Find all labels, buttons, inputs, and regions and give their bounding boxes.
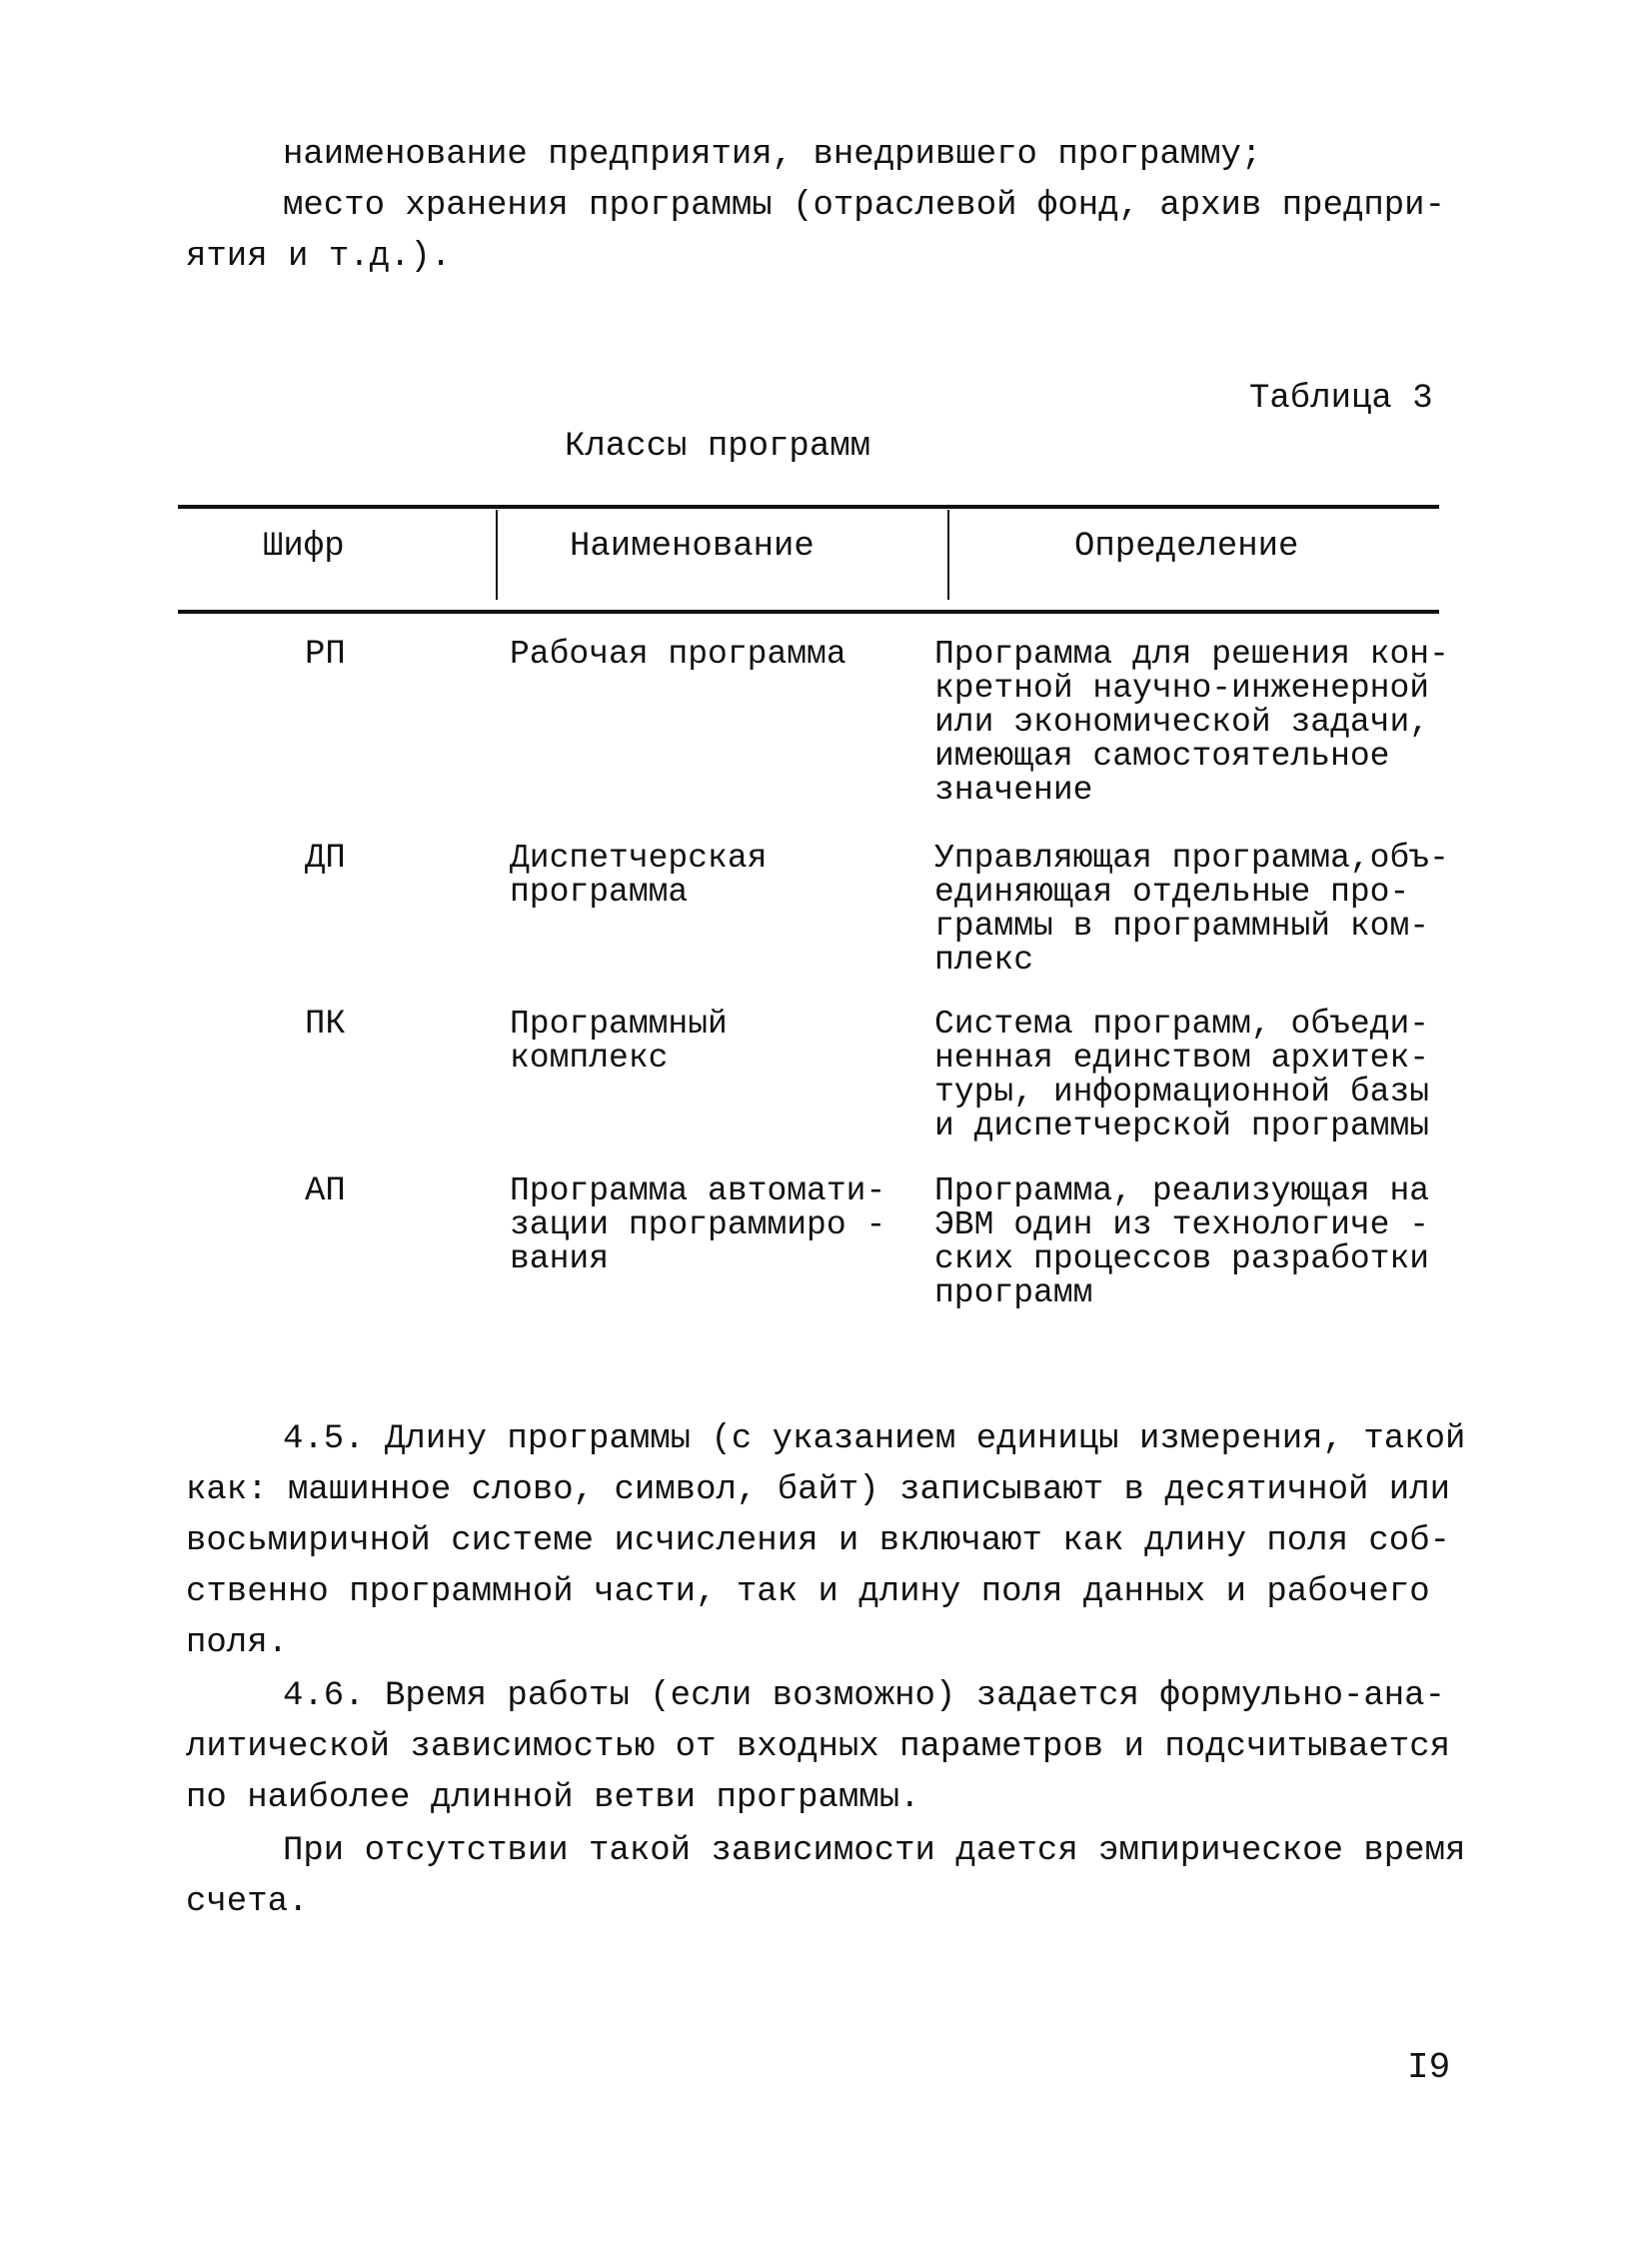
para-final-line-1: При отсутствии такой зависимости дается эмпирическое время [283,1832,1466,1870]
para-4-6-line-1: 4.6. Время работы (если возможно) задается формульно-ана- [283,1677,1445,1715]
para-4-5-line-1: 4.5. Длину программы (с указанием единицы измерения, такой [283,1420,1466,1458]
row-4-code: АП [305,1172,346,1210]
header-name: Наименование [570,528,815,566]
para-4-6-line-2: литической зависимостью от входных параметров и подсчитывается [186,1728,1451,1766]
intro-line-3: ятия и т.д.). [186,238,452,276]
row-2-name: Диспетчерская программа [510,840,768,911]
row-1-name: Рабочая программа [510,636,846,673]
table-top-rule [178,505,1439,509]
page-number: I9 [1407,2047,1451,2088]
table-number: Таблица 3 [1249,380,1433,418]
row-3-definition: Система программ, объеди- ненная единством архитек- туры, информационной базы и диспетчерской программы [934,1006,1430,1144]
row-3-code: ПК [305,1006,346,1044]
header-code: Шифр [263,528,345,566]
row-2-definition: Управляющая программа,объ- единяющая отдельные про- граммы в программный ком- плекс [934,840,1449,979]
para-final-line-2: счета. [186,1883,309,1921]
row-3-name: Программный комплекс [510,1006,728,1077]
row-4-definition: Программа, реализующая на ЭВМ один из технологиче - ских процессов разработки программ [934,1172,1430,1311]
header-separator-2 [947,510,949,600]
para-4-6-line-3: по наиболее длинной ветви программы. [186,1779,920,1817]
row-4-name: Программа автомати- зации программиро - вания [510,1172,886,1277]
row-1-definition: Программа для решения кон- кретной научно-инженерной или экономической задачи, имеющая самостоятельное значение [934,636,1449,809]
para-4-5-line-5: поля. [186,1624,289,1662]
table-header-rule [178,610,1439,614]
table-title: Классы программ [565,428,871,466]
para-4-5-line-2: как: машинное слово, символ, байт) записывают в десятичной или [186,1471,1451,1509]
para-4-5-line-4: ственно программной части, так и длину поля данных и рабочего [186,1573,1430,1611]
para-4-5-line-3: восьмиричной системе исчисления и включают как длину поля соб- [186,1522,1451,1560]
header-separator-1 [496,510,498,600]
header-definition: Определение [1074,528,1299,566]
intro-line-1: наименование предприятия, внедрившего программу; [283,136,1262,174]
row-1-code: РП [305,636,346,674]
row-2-code: ДП [305,840,346,878]
intro-line-2: место хранения программы (отраслевой фонд, архив предпри- [283,187,1445,225]
